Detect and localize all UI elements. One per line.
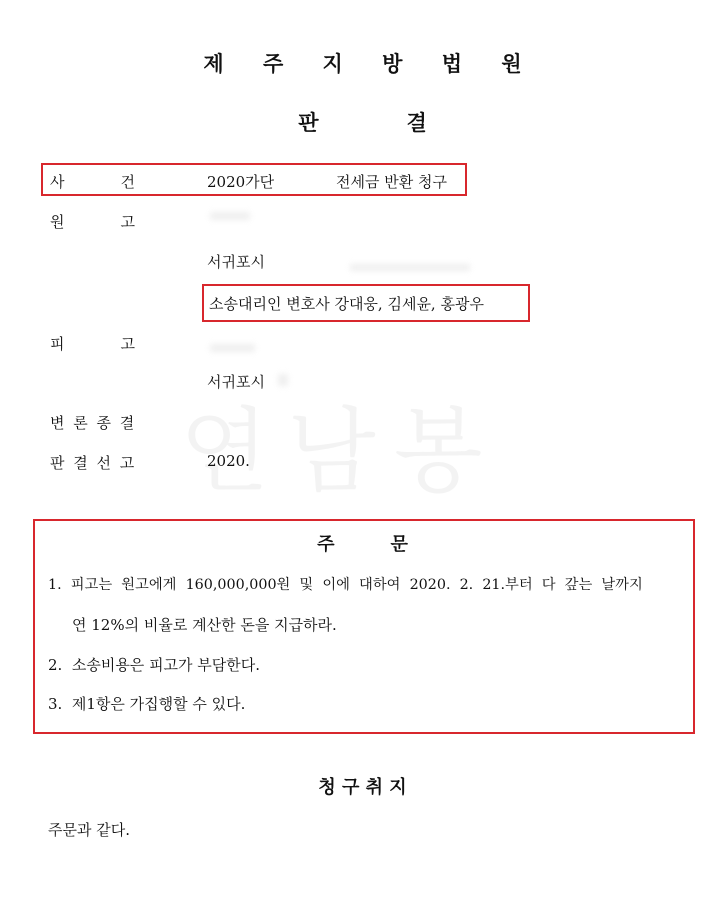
judgment-date-value: 2020. bbox=[207, 452, 250, 470]
order-item-3: 3. 제1항은 가집행할 수 있다. bbox=[48, 695, 246, 713]
case-name: 전세금 반환 청구 bbox=[336, 173, 447, 191]
title-char-1: 판 bbox=[298, 111, 319, 135]
plaintiff-address: 서귀포시 bbox=[207, 253, 265, 271]
claim-title: 청 구 취 지 bbox=[318, 777, 407, 798]
order-item-2: 2. 소송비용은 피고가 부담한다. bbox=[48, 656, 261, 674]
court-name: 제 주 지 방 법 원 bbox=[203, 52, 538, 76]
case-label: 사 건 bbox=[50, 173, 135, 191]
title-char-2: 결 bbox=[406, 111, 427, 135]
redacted-plaintiff-name bbox=[210, 212, 250, 220]
defendant-label: 피 고 bbox=[50, 335, 135, 353]
defendant-address: 서귀포시 bbox=[207, 373, 265, 391]
order-item-1-line-1: 1. 피고는 원고에게 160,000,000원 및 이에 대하여 2020. 2. 21.부터 다 갚는 날까지 bbox=[48, 577, 643, 593]
plaintiff-label: 원 고 bbox=[50, 213, 135, 231]
document-title bbox=[0, 107, 725, 137]
redacted-defendant-address bbox=[278, 374, 288, 386]
watermark-logo bbox=[180, 378, 501, 510]
order-item-1-line-2: 연 12%의 비율로 계산한 돈을 지급하라. bbox=[72, 616, 337, 634]
judgment-date-label: 판 결 선 고 bbox=[50, 454, 137, 472]
redacted-plaintiff-address bbox=[350, 264, 470, 271]
case-number: 2020가단 bbox=[207, 173, 275, 191]
plaintiff-counsel: 소송대리인 변호사 강대웅, 김세윤, 홍광우 bbox=[209, 295, 484, 313]
claim-text: 주문과 같다. bbox=[48, 821, 130, 839]
redacted-defendant-name bbox=[210, 344, 255, 352]
order-title: 주 문 bbox=[317, 534, 408, 555]
hearing-closed-label: 변 론 종 결 bbox=[50, 414, 137, 432]
